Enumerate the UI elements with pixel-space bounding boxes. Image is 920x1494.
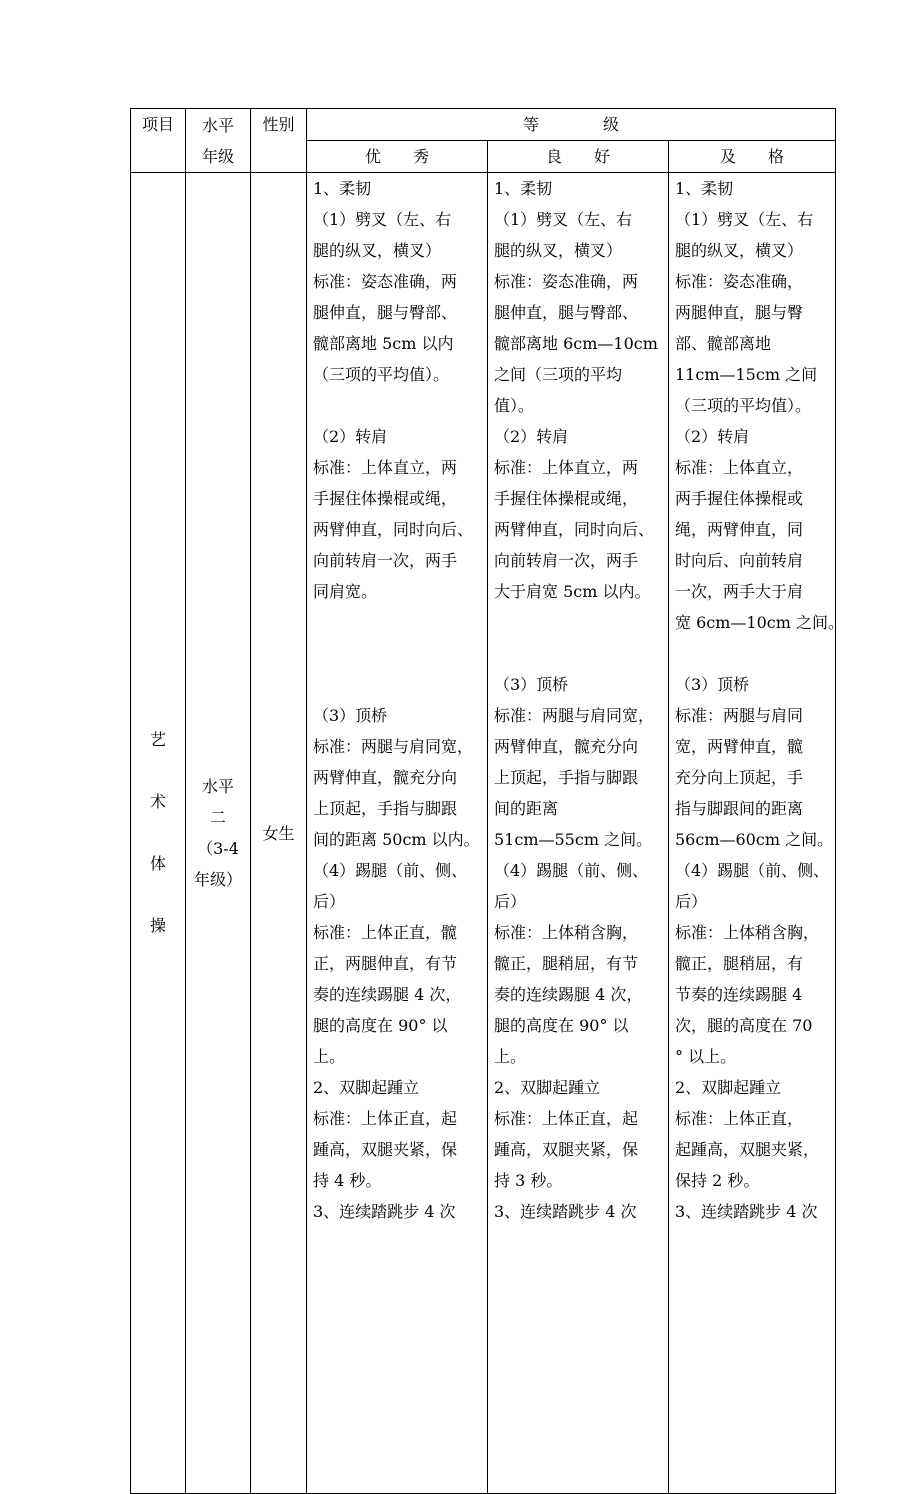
pass-cell: [669, 173, 844, 1494]
good-line: 间的距离: [494, 799, 559, 818]
header-pass-label: 及 格: [720, 147, 785, 166]
good-line: 2、双脚起踵立: [494, 1078, 601, 1097]
pass-line: [675, 638, 831, 669]
header-grade-label: 等 级: [523, 115, 620, 134]
pass-line: 11cm—15cm 之间: [675, 365, 818, 384]
excellent-line: 髋部离地 5cm 以内: [313, 334, 454, 353]
pass-line: 次，腿的高度在 70: [675, 1016, 813, 1035]
good-line: （4）踢腿（前、侧、: [494, 861, 649, 880]
project-cell: [131, 173, 186, 1494]
excellent-line: （3）顶桥: [313, 706, 388, 725]
level-line: 水平: [201, 777, 234, 796]
excellent-line: 上顶起，手指与脚跟: [313, 799, 458, 818]
pass-line: 1、柔韧: [675, 179, 734, 198]
excellent-line: 向前转肩一次，两手: [313, 551, 458, 570]
good-line: 51cm—55cm 之间。: [494, 830, 653, 849]
good-line: 之间（三项的平均: [494, 365, 623, 384]
level-line: 二: [209, 808, 226, 827]
pass-line: 保持 2 秒。: [675, 1171, 760, 1190]
excellent-line: 上。: [313, 1047, 346, 1066]
excellent-line: [313, 607, 483, 638]
header-good-label: 良 好: [545, 147, 610, 166]
header-level-line-1: 水平: [201, 115, 234, 135]
good-line: 后）: [494, 892, 527, 911]
pass-line: ° 以上。: [675, 1047, 737, 1066]
level-line: （3-4: [197, 839, 239, 858]
excellent-line: 腿的纵叉，横叉）: [313, 241, 442, 260]
good-line: 标准：上体正直，起: [494, 1109, 639, 1128]
excellent-line: 2、双脚起踵立: [313, 1078, 420, 1097]
pass-line: 后）: [675, 892, 708, 911]
header-level: [186, 109, 251, 173]
excellent-line: 奏的连续踢腿 4 次，: [313, 985, 462, 1004]
pass-line: 标准：上体直立，: [675, 458, 804, 477]
pass-line: 腿的纵叉，横叉）: [675, 241, 804, 260]
good-line: （2）转肩: [494, 427, 569, 446]
excellent-line: （1）劈叉（左、右: [313, 210, 452, 229]
header-good: [488, 141, 669, 173]
excellent-line: 间的距离 50cm 以内。: [313, 830, 480, 849]
good-cell: [488, 173, 669, 1494]
header-excellent: [307, 141, 488, 173]
level-line: 年级）: [193, 870, 242, 889]
good-line: 腿伸直，腿与臀部、: [494, 303, 639, 322]
excellent-line: 3、连续踏跳步 4 次: [313, 1202, 456, 1221]
pass-line: 2、双脚起踵立: [675, 1078, 782, 1097]
project-char: 艺: [149, 730, 166, 749]
good-line: 髋部离地 6cm—10cm: [494, 334, 658, 353]
level-cell: [186, 173, 251, 1494]
pass-line: 宽，两臂伸直，髋: [675, 737, 804, 756]
good-line: 奏的连续踢腿 4 次，: [494, 985, 643, 1004]
excellent-line: [313, 390, 483, 421]
good-line: 标准：上体稍含胸，: [494, 923, 639, 942]
excellent-line: 1、柔韧: [313, 179, 372, 198]
good-line: 手握住体操棍或绳，: [494, 489, 639, 508]
excellent-line: 腿伸直，腿与臀部、: [313, 303, 458, 322]
project-char: 术: [149, 792, 166, 811]
good-line: 上。: [494, 1047, 527, 1066]
pass-line: 起踵高，双腿夹紧，: [675, 1140, 820, 1159]
excellent-line: 后）: [313, 892, 346, 911]
pass-line: （3）顶桥: [675, 675, 750, 694]
pass-line: 绳，两臂伸直，同: [675, 520, 804, 539]
good-line: 两臂伸直，髋充分向: [494, 737, 639, 756]
excellent-line: 持 4 秒。: [313, 1171, 382, 1190]
good-line: 两臂伸直，同时向后、: [494, 520, 655, 539]
good-line: （3）顶桥: [494, 675, 569, 694]
excellent-line: 标准：两腿与肩同宽，: [313, 737, 474, 756]
excellent-line: 正，两腿伸直，有节: [313, 954, 458, 973]
project-char: 体: [149, 854, 166, 873]
good-line: 上顶起，手指与脚跟: [494, 768, 639, 787]
gender-cell: [251, 173, 307, 1494]
pass-line: 标准：上体正直，: [675, 1109, 804, 1128]
excellent-line: 标准：姿态准确，两: [313, 272, 458, 291]
excellent-line: 腿的高度在 90° 以: [313, 1016, 448, 1035]
pass-line: （4）踢腿（前、侧、: [675, 861, 830, 880]
excellent-line: 标准：上体正直，髋: [313, 923, 458, 942]
pass-line: 标准：两腿与肩同: [675, 706, 804, 725]
good-line: （1）劈叉（左、右: [494, 210, 633, 229]
project-char: 操: [149, 916, 166, 935]
excellent-line: 同肩宽。: [313, 582, 378, 601]
pass-line: 两腿伸直，腿与臀: [675, 303, 804, 322]
excellent-line: 踵高，双腿夹紧，保: [313, 1140, 458, 1159]
good-line: 3、连续踏跳步 4 次: [494, 1202, 637, 1221]
gender-label: 女生: [262, 823, 295, 843]
pass-line: 一次，两手大于肩: [675, 582, 804, 601]
pass-line: 标准：姿态准确，: [675, 272, 804, 291]
good-line: 标准：两腿与肩同宽，: [494, 706, 655, 725]
excellent-line: [313, 638, 483, 669]
header-pass: [669, 141, 836, 173]
good-line: [494, 607, 664, 638]
good-line: 腿的高度在 90° 以: [494, 1016, 629, 1035]
pass-line: 标准：上体稍含胸，: [675, 923, 820, 942]
pass-line: （1）劈叉（左、右: [675, 210, 814, 229]
good-line: 踵高，双腿夹紧，保: [494, 1140, 639, 1159]
pass-line: 指与脚跟间的距离: [675, 799, 804, 818]
good-line: 标准：姿态准确，两: [494, 272, 639, 291]
pass-line: 宽 6cm—10cm 之间。: [675, 613, 844, 632]
good-line: 腿的纵叉，横叉）: [494, 241, 623, 260]
excellent-line: [313, 669, 483, 700]
good-line: 大于肩宽 5cm 以内。: [494, 582, 651, 601]
good-line: 髋正，腿稍屈，有节: [494, 954, 639, 973]
excellent-line: （4）踢腿（前、侧、: [313, 861, 468, 880]
header-gender: [251, 109, 307, 173]
excellent-line: （三项的平均值）。: [313, 365, 450, 384]
good-line: 持 3 秒。: [494, 1171, 563, 1190]
good-line: 1、柔韧: [494, 179, 553, 198]
pass-line: （2）转肩: [675, 427, 750, 446]
header-gender-label: 性别: [262, 115, 295, 134]
header-level-line-2: 年级: [201, 146, 234, 166]
excellent-line: 标准：上体正直，起: [313, 1109, 458, 1128]
good-line: [494, 638, 664, 669]
header-excellent-label: 优 秀: [364, 147, 429, 166]
pass-line: 56cm—60cm 之间。: [675, 830, 834, 849]
excellent-line: （2）转肩: [313, 427, 388, 446]
excellent-line: 两臂伸直，髋充分向: [313, 768, 458, 787]
header-grade: [307, 109, 836, 141]
pass-line: 3、连续踏跳步 4 次: [675, 1202, 818, 1221]
pass-line: 充分向上顶起，手: [675, 768, 804, 787]
excellent-line: 标准：上体直立，两: [313, 458, 458, 477]
standards-table: [130, 108, 844, 1494]
excellent-cell: [307, 173, 488, 1494]
excellent-line: 两臂伸直，同时向后、: [313, 520, 474, 539]
good-line: 向前转肩一次，两手: [494, 551, 639, 570]
pass-line: （三项的平均值）。: [675, 396, 812, 415]
pass-line: 部、髋部离地: [675, 334, 772, 353]
pass-line: 节奏的连续踢腿 4: [675, 985, 803, 1004]
excellent-line: 手握住体操棍或绳，: [313, 489, 458, 508]
pass-line: 时向后、向前转肩: [675, 551, 804, 570]
good-line: 值）。: [494, 396, 535, 415]
header-project: [131, 109, 186, 173]
pass-line: 两手握住体操棍或: [675, 489, 804, 508]
pass-line: 髋正，腿稍屈，有: [675, 954, 804, 973]
good-line: 标准：上体直立，两: [494, 458, 639, 477]
header-project-label: 项目: [141, 115, 174, 134]
